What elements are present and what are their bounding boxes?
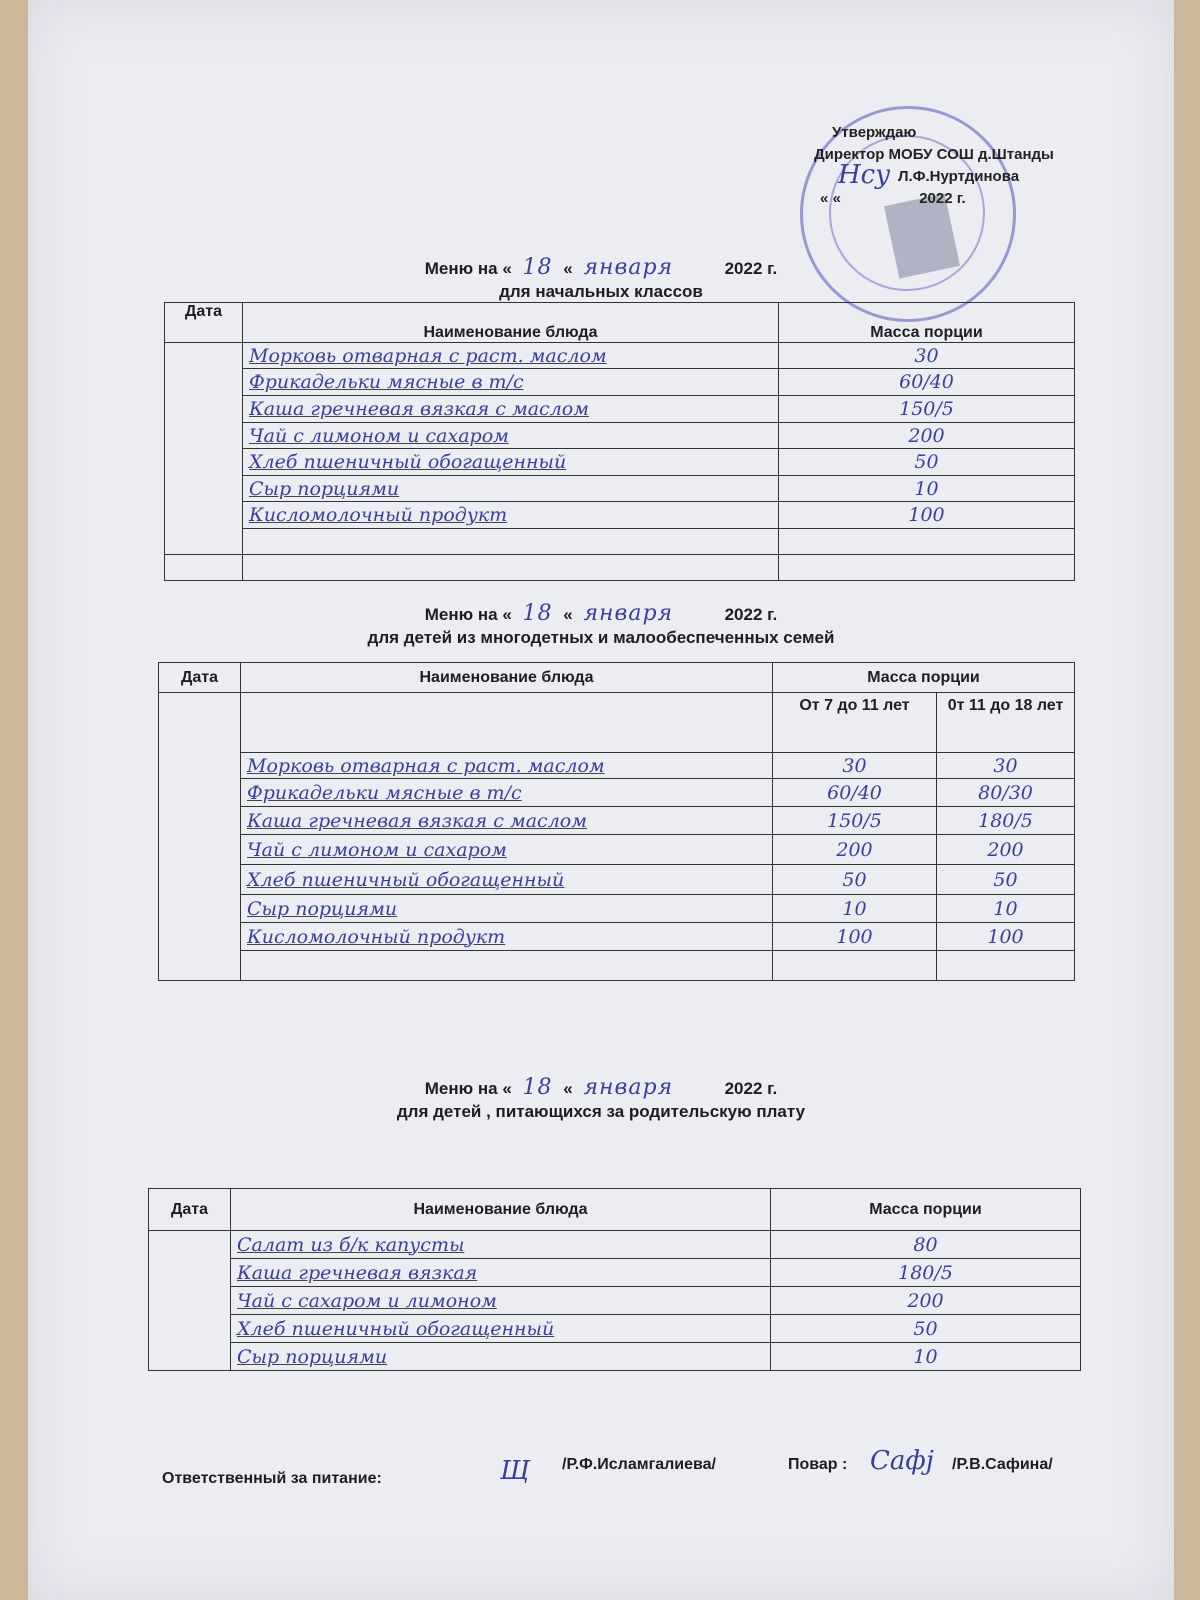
dish-name: Каша гречневая вязкая <box>231 1259 771 1287</box>
menu-3-subtitle: для детей , питающихся за родительскую плату <box>396 1102 806 1121</box>
dish-mass: 30 <box>779 343 1075 369</box>
date-cell <box>165 343 243 555</box>
dish-name: Фрикадельки мясные в т/с <box>241 779 773 807</box>
menu-1-table <box>164 302 1075 581</box>
column-header-date: Дата <box>159 663 241 693</box>
menu-3-table <box>148 1188 1081 1371</box>
dish-name: Морковь отварная с раст. маслом <box>243 343 779 369</box>
dish-mass-7-11: 200 <box>773 835 937 865</box>
approval-year: 2022 г. <box>919 190 966 207</box>
table-row <box>159 779 1075 807</box>
column-header-age-11-18: 0т 11 до 18 лет <box>937 693 1075 753</box>
dish-name: Сыр порциями <box>241 895 773 923</box>
column-header-age-7-11: От 7 до 11 лет <box>773 693 937 753</box>
menu-1-subtitle: для начальных классов <box>499 282 703 301</box>
menu-2-subtitle: для детей из многодетных и малообеспеченных семей <box>367 628 835 647</box>
table-row <box>165 423 1075 449</box>
column-header-date: Дата <box>149 1189 231 1231</box>
table-row <box>159 865 1075 895</box>
table-row <box>165 449 1075 476</box>
dish-name: Чай с лимоном и сахаром <box>241 835 773 865</box>
table-row <box>159 895 1075 923</box>
menu-1-day: 18 <box>522 255 553 280</box>
date-cell <box>149 1231 231 1371</box>
menu-2-day: 18 <box>522 601 553 626</box>
table-row <box>149 1259 1081 1287</box>
menu-1-year: 2022 г. <box>724 259 778 278</box>
column-header-dish: Наименование блюда <box>241 663 773 693</box>
date-cell <box>159 693 241 981</box>
director-signature: Hcy <box>838 160 890 190</box>
column-header-dish: Наименование блюда <box>231 1189 771 1231</box>
table-header-row <box>165 303 1075 343</box>
dish-mass: 200 <box>771 1287 1081 1315</box>
dish-mass-11-18: 50 <box>937 865 1075 895</box>
table-row <box>165 396 1075 423</box>
dish-mass-7-11: 100 <box>773 923 937 951</box>
cook-label: Повар : <box>788 1456 848 1473</box>
dish-mass: 180/5 <box>771 1259 1081 1287</box>
dish-name: Морковь отварная с раст. маслом <box>241 753 773 779</box>
menu-1-title: Меню на « 18 « января 2022 г. <box>424 255 778 280</box>
approval-line-4 <box>820 188 1054 210</box>
dish-name: Хлеб пшеничный обогащенный <box>231 1315 771 1343</box>
document-sheet <box>28 0 1174 1600</box>
table-row <box>159 835 1075 865</box>
table-subheader-row <box>159 693 1075 753</box>
dish-mass: 50 <box>779 449 1075 476</box>
table-row <box>159 923 1075 951</box>
menu-3-year: 2022 г. <box>724 1079 778 1098</box>
responsible-label: Ответственный за питание: <box>162 1470 382 1487</box>
dish-mass-11-18: 200 <box>937 835 1075 865</box>
dish-mass: 10 <box>771 1343 1081 1371</box>
dish-mass: 150/5 <box>779 396 1075 423</box>
dish-mass-7-11: 10 <box>773 895 937 923</box>
table-row <box>165 476 1075 502</box>
table-row <box>159 807 1075 835</box>
menu-2-heading <box>28 600 1174 648</box>
table-row-empty <box>165 529 1075 555</box>
dish-name: Сыр порциями <box>243 476 779 502</box>
dish-mass-7-11: 30 <box>773 753 937 779</box>
column-header-mass: Масса порции <box>773 663 1075 693</box>
column-header-mass: Масса порции <box>771 1189 1081 1231</box>
dish-mass: 100 <box>779 502 1075 529</box>
dish-mass-11-18: 30 <box>937 753 1075 779</box>
cook-name: /Р.В.Сафина/ <box>952 1456 1053 1473</box>
dish-name: Кисломолочный продукт <box>241 923 773 951</box>
menu-2-table <box>158 662 1075 981</box>
dish-name: Чай с лимоном и сахаром <box>243 423 779 449</box>
menu-1-heading <box>28 254 1174 302</box>
dish-mass: 10 <box>779 476 1075 502</box>
menu-1-month: января <box>583 255 674 280</box>
approval-date-quotes: « « <box>820 190 841 207</box>
director-name: Л.Ф.Нуртдинова <box>898 168 1020 185</box>
table-header-row <box>149 1189 1081 1231</box>
menu-2-month: января <box>583 601 674 626</box>
dish-mass-7-11: 60/40 <box>773 779 937 807</box>
table-row <box>165 502 1075 529</box>
table-row <box>165 369 1075 396</box>
table-row <box>149 1343 1081 1371</box>
menu-2-year: 2022 г. <box>724 605 778 624</box>
dish-mass: 80 <box>771 1231 1081 1259</box>
responsible-name: /Р.Ф.Исламгалиева/ <box>562 1456 716 1473</box>
approval-line-2: Директор МОБУ СОШ д.Штанды <box>814 146 1054 163</box>
column-header-date: Дата <box>165 303 243 343</box>
table-row <box>149 1287 1081 1315</box>
table-row <box>165 343 1075 369</box>
dish-mass-11-18: 10 <box>937 895 1075 923</box>
table-row-empty <box>165 555 1075 581</box>
dish-mass-7-11: 150/5 <box>773 807 937 835</box>
table-row-empty <box>159 951 1075 981</box>
menu-3-title: Меню на « 18 « января 2022 г. <box>424 1075 778 1100</box>
dish-mass: 50 <box>771 1315 1081 1343</box>
responsible-signature: Щ <box>500 1456 530 1486</box>
table-row <box>159 753 1075 779</box>
dish-name: Сыр порциями <box>231 1343 771 1371</box>
dish-mass-11-18: 100 <box>937 923 1075 951</box>
cook-signature: Сафј <box>870 1446 934 1476</box>
dish-name: Хлеб пшеничный обогащенный <box>243 449 779 476</box>
menu-3-day: 18 <box>522 1075 553 1100</box>
dish-name: Каша гречневая вязкая с маслом <box>241 807 773 835</box>
column-header-mass: Масса порции <box>779 303 1075 343</box>
column-header-dish: Наименование блюда <box>243 303 779 343</box>
dish-mass-7-11: 50 <box>773 865 937 895</box>
menu-2-title: Меню на « 18 « января 2022 г. <box>424 601 778 626</box>
dish-name: Кисломолочный продукт <box>243 502 779 529</box>
table-header-row <box>159 663 1075 693</box>
dish-name: Хлеб пшеничный обогащенный <box>241 865 773 895</box>
dish-mass: 60/40 <box>779 369 1075 396</box>
dish-name: Салат из б/к капусты <box>231 1231 771 1259</box>
menu-3-month: января <box>583 1075 674 1100</box>
dish-name: Фрикадельки мясные в т/с <box>243 369 779 396</box>
dish-name: Чай с сахаром и лимоном <box>231 1287 771 1315</box>
approval-line-1: Утверждаю <box>832 124 917 141</box>
dish-mass-11-18: 80/30 <box>937 779 1075 807</box>
dish-name: Каша гречневая вязкая с маслом <box>243 396 779 423</box>
dish-mass-11-18: 180/5 <box>937 807 1075 835</box>
menu-3-heading <box>28 1074 1174 1122</box>
table-row <box>149 1315 1081 1343</box>
table-row <box>149 1231 1081 1259</box>
dish-mass: 200 <box>779 423 1075 449</box>
